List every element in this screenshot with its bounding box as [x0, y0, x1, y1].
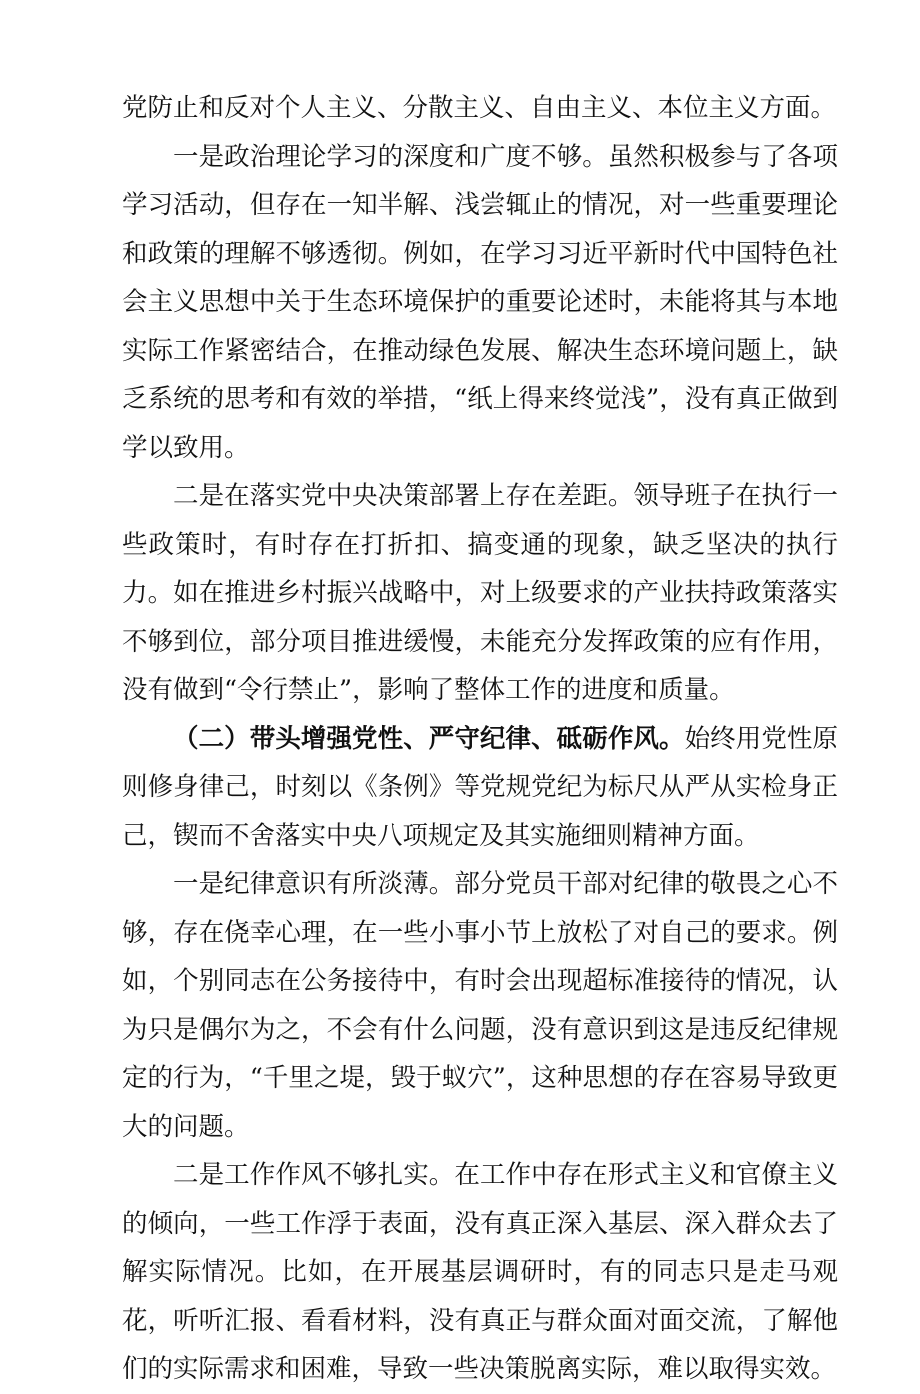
section-heading: （二）带头增强党性、严守纪律、砥砺作风。 [173, 723, 685, 754]
paragraph-text: 一是纪律意识有所淡薄。部分党员干部对纪律的敬畏之心不够，存在侥幸心理，在一些小事小节上放松了对自己的要求。例如，个别同志在公务接待中，有时会出现超标准接待的情况，认为只是偶尔为之，不会有什么问题，没有意识到这是违反纪律规定的行为，“千里之堤，毁于蚁穴”，这种思想的存在容易导致更大的问题。 [122, 869, 838, 1142]
paragraph-text: 二是工作作风不够扎实。在工作中存在形式主义和官僚主义的倾向，一些工作浮于表面，没有真正深入基层、深入群众去了解实际情况。比如，在开展基层调研时，有的同志只是走马观花，听听汇报、看看材料，没有真正与群众面对面交流，了解他们的实际需求和困难，导致一些决策脱离实际，难以取得实效。 [122, 1160, 838, 1384]
paragraph-text: 二是在落实党中央决策部署上存在差距。领导班子在执行一些政策时，有时存在打折扣、搞变通的现象，缺乏坚决的执行力。如在推进乡村振兴战略中，对上级要求的产业扶持政策落实不够到位，部分项目推进缓慢，未能充分发挥政策的应有作用，没有做到“令行禁止”，影响了整体工作的进度和质量。 [122, 481, 838, 705]
paragraph-text: 始终用党性原则修身律己，时刻以《条例》等党规党纪为标尺从严从实检身正己，锲而不舍落实中央八项规定及其实施细则精神方面。 [122, 723, 838, 851]
paragraph-text: 党防止和反对个人主义、分散主义、自由主义、本位主义方面。 [122, 93, 837, 123]
paragraph-policy-implementation [122, 472, 838, 715]
paragraph-work-style [122, 1151, 838, 1394]
paragraph-theory-study [122, 133, 838, 473]
paragraph-text: 一是政治理论学习的深度和广度不够。虽然积极参与了各项学习活动，但存在一知半解、浅尝辄止的情况，对一些重要理论和政策的理解不够透彻。例如，在学习习近平新时代中国特色社会主义思想中关于生态环境保护的重要论述时，未能将其与本地实际工作紧密结合，在推动绿色发展、解决生态环境问题上，缺乏系统的思考和有效的举措，“纸上得来终觉浅”，没有真正做到学以致用。 [122, 141, 838, 463]
paragraph-continuation [122, 84, 838, 133]
paragraph-section-two [122, 715, 838, 861]
document-body [122, 84, 838, 1394]
paragraph-discipline [122, 860, 838, 1151]
